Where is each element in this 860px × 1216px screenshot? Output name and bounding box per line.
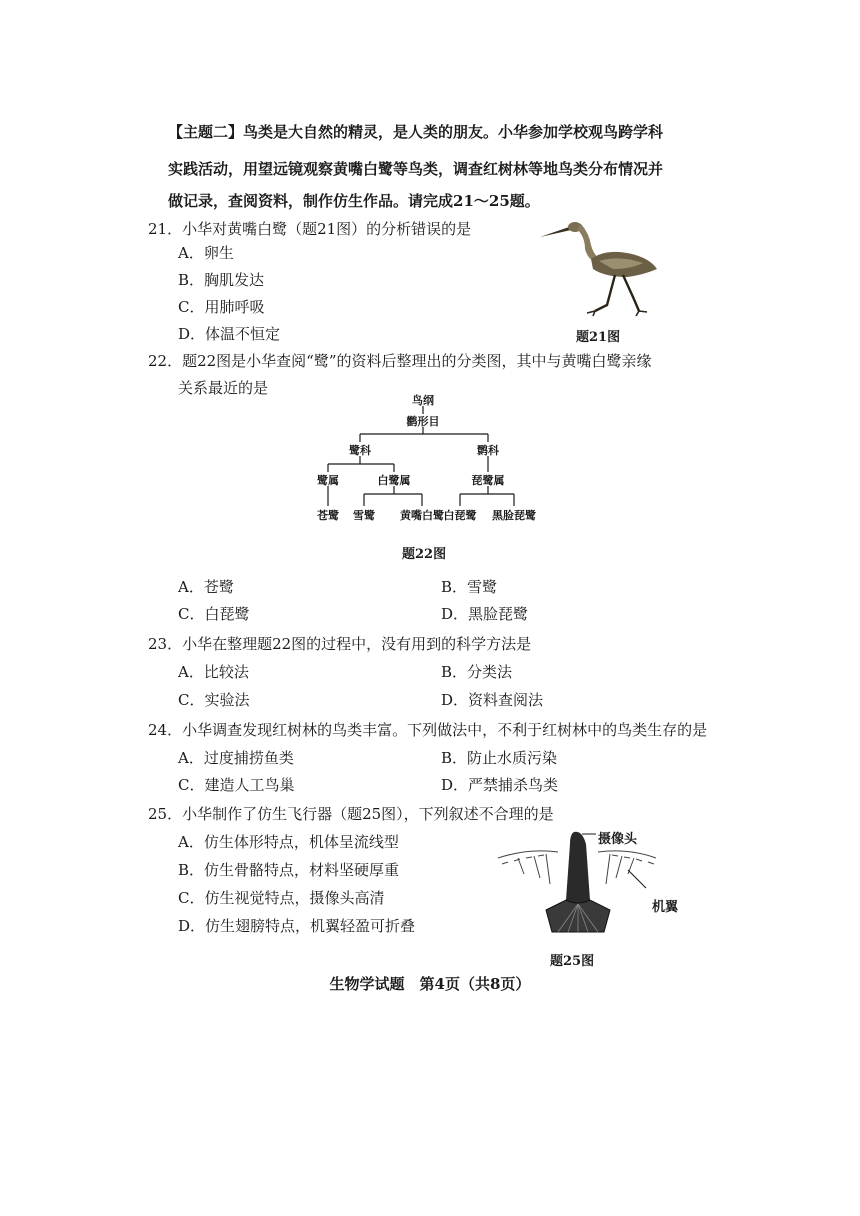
question-24-option-d: D．严禁捕杀鸟类 <box>441 776 559 794</box>
question-23-stem: 23．小华在整理题22图的过程中，没有用到的科学方法是 <box>148 635 532 653</box>
question-22-stem-line-1: 22．题22图是小华查阅“鹭”的资料后整理出的分类图，其中与黄嘴白鹭亲缘 <box>148 352 652 370</box>
classification-tree <box>300 392 560 527</box>
theme-intro-line-1: 【主题二】鸟类是大自然的精灵，是人类的朋友。小华参加学校观鸟跨学科 <box>168 123 664 141</box>
question-21-stem: 21．小华对黄嘴白鹭（题21图）的分析错误的是 <box>148 220 472 238</box>
question-22-option-b: B．雪鹭 <box>441 578 498 596</box>
tree-node-species-3: 黄嘴白鹭 <box>400 509 444 522</box>
question-24-option-c: C．建造人工鸟巢 <box>178 776 295 794</box>
question-23-option-a: A．比较法 <box>178 663 249 681</box>
page-footer: 生物学试题 第4页（共8页） <box>329 975 531 993</box>
question-22-option-d: D．黑脸琵鹭 <box>441 605 529 623</box>
figure-21-caption: 题21图 <box>576 330 621 345</box>
theme-intro-line-3: 做记录，查阅资料，制作仿生作品。请完成21～25题。 <box>168 192 540 210</box>
tree-node-species-4: 白琵鹭 <box>443 509 477 522</box>
tree-node-species-2: 雪鹭 <box>353 509 375 522</box>
question-21-option-d: D．体温不恒定 <box>178 325 281 343</box>
tree-node-family-2: 鹮科 <box>477 444 499 457</box>
tree-node-genus-3: 琵鹭属 <box>471 474 505 487</box>
tree-node-class: 鸟纲 <box>412 394 434 407</box>
tree-node-genus-1: 鹭属 <box>317 474 339 487</box>
camera-label: 摄像头 <box>598 832 638 847</box>
question-21-option-b: B．胸肌发达 <box>178 271 265 289</box>
question-21-option-a: A．卵生 <box>178 244 234 262</box>
question-24-stem: 24．小华调查发现红树林的鸟类丰富。下列做法中，不利于红树林中的鸟类生存的是 <box>148 721 708 739</box>
tree-node-species-5: 黑脸琵鹭 <box>492 509 536 522</box>
question-24-option-a: A．过度捕捞鱼类 <box>178 749 294 767</box>
question-24-option-b: B．防止水质污染 <box>441 749 558 767</box>
tree-node-genus-2: 白鹭属 <box>377 474 411 487</box>
question-22-option-c: C．白琵鹭 <box>178 605 250 623</box>
figure-25-caption: 题25图 <box>550 954 595 969</box>
question-25-option-b: B．仿生骨骼特点，材料坚硬厚重 <box>178 861 400 879</box>
question-22-option-a: A．苍鹭 <box>178 578 234 596</box>
question-25-stem: 25．小华制作了仿生飞行器（题25图），下列叙述不合理的是 <box>148 805 554 823</box>
figure-22-caption: 题22图 <box>402 547 447 562</box>
question-25-option-c: C．仿生视觉特点，摄像头高清 <box>178 889 385 907</box>
tree-node-species-1: 苍鹭 <box>317 509 339 522</box>
question-23-option-c: C．实验法 <box>178 691 250 709</box>
tree-node-family-1: 鹭科 <box>349 444 371 457</box>
tree-node-order: 鹳形目 <box>406 415 440 428</box>
theme-intro-line-2: 实践活动，用望远镜观察黄嘴白鹭等鸟类，调查红树林等地鸟类分布情况并 <box>168 160 664 178</box>
question-21-option-c: C．用肺呼吸 <box>178 298 265 316</box>
egret-illustration <box>535 215 670 320</box>
question-25-option-d: D．仿生翅膀特点，机翼轻盈可折叠 <box>178 917 416 935</box>
wing-label: 机翼 <box>652 900 679 915</box>
question-23-option-d: D．资料查阅法 <box>441 691 544 709</box>
question-22-stem-line-2: 关系最近的是 <box>178 379 269 397</box>
question-23-option-b: B．分类法 <box>441 663 513 681</box>
question-25-option-a: A．仿生体形特点，机体呈流线型 <box>178 833 399 851</box>
bionic-aircraft-illustration <box>488 828 668 948</box>
